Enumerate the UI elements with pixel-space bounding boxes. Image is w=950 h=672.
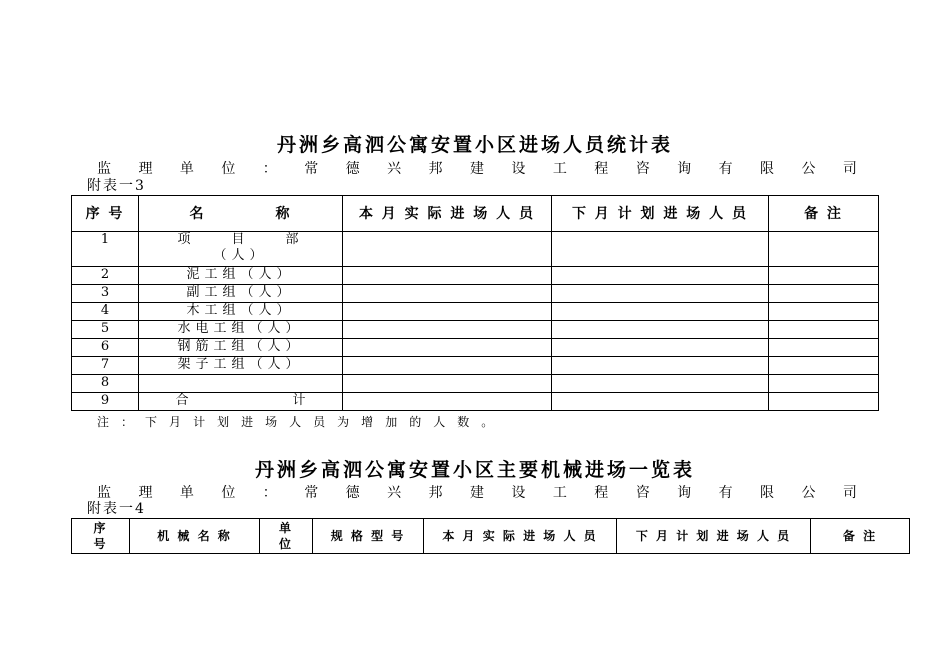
header-this-month: 本 月 实 际 进 场 人 员 xyxy=(424,519,617,554)
row-name: 架子工组（人） xyxy=(139,357,343,375)
row-remark xyxy=(769,285,879,303)
row-name xyxy=(139,375,343,393)
supervisor-line-char: 单 xyxy=(179,161,194,177)
row-name: 项 目 部（人） xyxy=(139,232,343,267)
row-name: 合 计 xyxy=(139,393,343,411)
supervisor-line-char: 司 xyxy=(842,161,857,177)
note-line-char: 划 xyxy=(217,415,230,429)
row-remark xyxy=(769,339,879,357)
supervisor-line-char: 程 xyxy=(594,161,609,177)
table-row xyxy=(72,267,879,285)
supervisor-line-char: ： xyxy=(262,485,277,501)
supervisor-line-char: 限 xyxy=(760,485,774,501)
row-index: 6 xyxy=(72,339,139,357)
supervisor-line-char: 询 xyxy=(677,485,692,501)
supervisor-line-char: 德 xyxy=(345,485,360,501)
supervisor-line-char: 监 xyxy=(97,161,111,177)
supervisor-line-char: 兴 xyxy=(387,485,402,501)
supervisor-line-char: 询 xyxy=(677,161,692,177)
header-name-part-b: 称 xyxy=(275,205,292,222)
table1-attachment-label: 附表一3 xyxy=(87,178,146,194)
row-this-month xyxy=(343,303,552,321)
table1-header-row xyxy=(72,196,879,232)
supervisor-line-char: 监 xyxy=(97,485,111,501)
supervisor-line-char: 有 xyxy=(718,161,733,177)
header-name xyxy=(139,196,343,232)
header-remark: 备 注 xyxy=(811,519,910,554)
row-this-month xyxy=(343,357,552,375)
row-name: 水电工组（人） xyxy=(139,321,343,339)
note-line-char: 人 xyxy=(433,415,446,429)
table-row xyxy=(72,321,879,339)
header-next-month: 下 月 计 划 进 场 人 员 xyxy=(552,196,769,232)
row-index: 9 xyxy=(72,393,139,411)
table-row xyxy=(72,375,879,393)
table-row xyxy=(72,357,879,375)
note-line-char: ： xyxy=(121,415,134,429)
table2-title: 丹洲乡高泗公寓安置小区主要机械进场一览表 xyxy=(254,459,695,481)
header-machine-name: 机 械 名 称 xyxy=(130,519,260,554)
note-line-char: 员 xyxy=(313,415,326,429)
table-row xyxy=(72,285,879,303)
row-this-month xyxy=(343,285,552,303)
row-this-month xyxy=(343,393,552,411)
table2 xyxy=(71,518,910,554)
row-index: 8 xyxy=(72,375,139,393)
supervisor-line-char: 公 xyxy=(801,485,816,501)
note-line-char: 月 xyxy=(169,415,182,429)
supervisor-line-char: 公 xyxy=(801,161,816,177)
table2-supervisor-line xyxy=(97,484,857,502)
supervisor-line-char: 咨 xyxy=(635,161,650,177)
header-unit: 单 位 xyxy=(260,519,313,554)
supervisor-line-char: 咨 xyxy=(635,485,650,501)
row-next-month xyxy=(552,285,769,303)
note-line-char: 增 xyxy=(361,415,374,429)
supervisor-line-char: 建 xyxy=(469,485,484,501)
header-index: 序 号 xyxy=(72,196,139,232)
row-name: 木工组（人） xyxy=(139,303,343,321)
note-line-char: 。 xyxy=(481,415,494,429)
supervisor-line-char: 邦 xyxy=(428,485,443,501)
row-index: 7 xyxy=(72,357,139,375)
supervisor-line-char: 程 xyxy=(594,485,609,501)
supervisor-line-char: 邦 xyxy=(428,161,443,177)
row-next-month xyxy=(552,375,769,393)
supervisor-line-char: 常 xyxy=(304,161,319,177)
row-name: 副工组（人） xyxy=(139,285,343,303)
supervisor-line-char: 工 xyxy=(552,485,567,501)
row-next-month xyxy=(552,303,769,321)
note-line-char: 加 xyxy=(385,415,398,429)
row-index: 4 xyxy=(72,303,139,321)
supervisor-line-char: 理 xyxy=(138,485,153,501)
row-name: 钢筋工组（人） xyxy=(139,339,343,357)
header-index: 序 号 xyxy=(72,519,130,554)
row-this-month xyxy=(343,321,552,339)
note-line-char: 场 xyxy=(265,415,278,429)
supervisor-line-char: 常 xyxy=(304,485,319,501)
table-row xyxy=(72,232,879,267)
supervisor-line-char: 设 xyxy=(511,161,526,177)
row-this-month xyxy=(343,375,552,393)
supervisor-line-char: 德 xyxy=(345,161,360,177)
note-line-char: 下 xyxy=(145,415,158,429)
note-line-char: 注 xyxy=(97,415,110,429)
note-line-char: 计 xyxy=(193,415,206,429)
note-line-char: 数 xyxy=(457,415,470,429)
note-line-char: 的 xyxy=(409,415,422,429)
supervisor-line-char: 工 xyxy=(552,161,567,177)
supervisor-line-char: 建 xyxy=(469,161,484,177)
table1 xyxy=(71,195,879,411)
row-remark xyxy=(769,303,879,321)
header-next-month: 下 月 计 划 进 场 人 员 xyxy=(617,519,811,554)
row-remark xyxy=(769,393,879,411)
supervisor-line-char: ： xyxy=(262,161,277,177)
row-remark xyxy=(769,357,879,375)
row-next-month xyxy=(552,321,769,339)
table-row xyxy=(72,303,879,321)
supervisor-line-char: 司 xyxy=(842,485,857,501)
row-this-month xyxy=(343,267,552,285)
table-row xyxy=(72,339,879,357)
row-next-month xyxy=(552,267,769,285)
supervisor-line-char: 兴 xyxy=(387,161,402,177)
row-remark xyxy=(769,267,879,285)
row-name: 泥工组（人） xyxy=(139,267,343,285)
supervisor-line-char: 设 xyxy=(511,485,526,501)
table2-header-row xyxy=(72,519,910,554)
row-next-month xyxy=(552,232,769,267)
table1-note xyxy=(97,415,505,429)
table1-supervisor-line xyxy=(97,160,857,178)
row-index: 1 xyxy=(72,232,139,267)
row-index: 3 xyxy=(72,285,139,303)
row-remark xyxy=(769,232,879,267)
row-next-month xyxy=(552,357,769,375)
row-this-month xyxy=(343,232,552,267)
note-line-char: 进 xyxy=(241,415,254,429)
table-row-total xyxy=(72,393,879,411)
supervisor-line-char: 位 xyxy=(221,485,236,501)
supervisor-line-char: 位 xyxy=(221,161,236,177)
supervisor-line-char: 单 xyxy=(179,485,194,501)
row-next-month xyxy=(552,339,769,357)
header-name-part-a: 名 xyxy=(189,205,206,222)
table2-attachment-label: 附表一4 xyxy=(87,501,146,517)
row-this-month xyxy=(343,339,552,357)
table1-title: 丹洲乡高泗公寓安置小区进场人员统计表 xyxy=(276,134,673,156)
row-remark xyxy=(769,375,879,393)
note-line-char: 人 xyxy=(289,415,302,429)
header-spec: 规 格 型 号 xyxy=(313,519,424,554)
row-remark xyxy=(769,321,879,339)
row-index: 5 xyxy=(72,321,139,339)
row-next-month xyxy=(552,393,769,411)
supervisor-line-char: 限 xyxy=(760,161,774,177)
supervisor-line-char: 有 xyxy=(718,485,733,501)
row-index: 2 xyxy=(72,267,139,285)
note-line-char: 为 xyxy=(337,415,350,429)
header-this-month: 本 月 实 际 进 场 人 员 xyxy=(343,196,552,232)
supervisor-line-char: 理 xyxy=(138,161,153,177)
header-remark: 备 注 xyxy=(769,196,879,232)
